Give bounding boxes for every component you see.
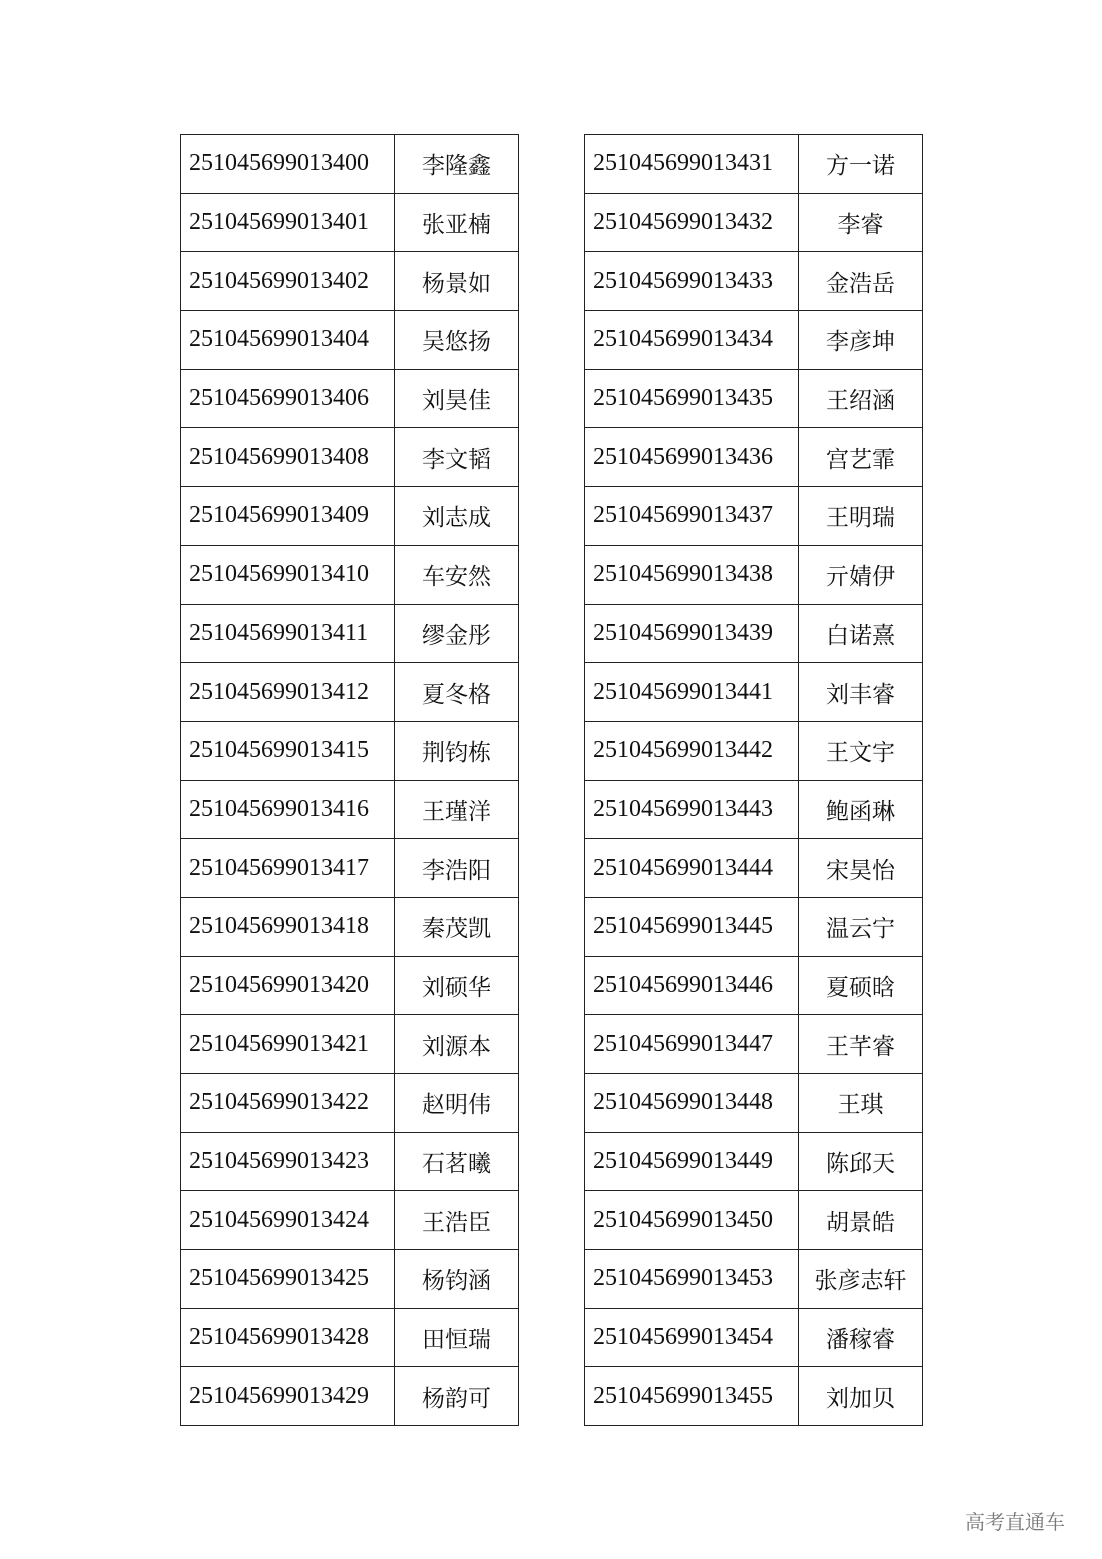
candidate-name: 胡景皓	[799, 1191, 923, 1250]
candidate-id: 251045699013420	[181, 956, 395, 1015]
table-row	[181, 1250, 519, 1309]
candidate-id: 251045699013410	[181, 545, 395, 604]
table-row	[585, 1074, 923, 1133]
table-row	[181, 663, 519, 722]
table-row	[181, 1015, 519, 1074]
table-row	[585, 1308, 923, 1367]
table-row	[181, 428, 519, 487]
candidate-name: 陈邱天	[799, 1132, 923, 1191]
candidate-id: 251045699013429	[181, 1367, 395, 1426]
candidate-id: 251045699013402	[181, 252, 395, 311]
candidate-id: 251045699013443	[585, 780, 799, 839]
candidate-id: 251045699013409	[181, 487, 395, 546]
candidate-name: 田恒瑞	[395, 1308, 519, 1367]
candidate-name: 杨钧涵	[395, 1250, 519, 1309]
candidate-name: 王琪	[799, 1074, 923, 1133]
table-row	[585, 604, 923, 663]
candidate-name: 潘稼睿	[799, 1308, 923, 1367]
candidate-id: 251045699013434	[585, 311, 799, 370]
candidate-id: 251045699013442	[585, 721, 799, 780]
table-row	[181, 252, 519, 311]
candidate-id: 251045699013417	[181, 839, 395, 898]
table-row	[181, 839, 519, 898]
candidate-id: 251045699013428	[181, 1308, 395, 1367]
candidate-name: 刘昊佳	[395, 369, 519, 428]
candidate-name: 白诺熹	[799, 604, 923, 663]
candidate-name: 吴悠扬	[395, 311, 519, 370]
table-row	[585, 780, 923, 839]
table-row	[181, 193, 519, 252]
candidate-id: 251045699013422	[181, 1074, 395, 1133]
table-row	[585, 839, 923, 898]
candidate-id: 251045699013425	[181, 1250, 395, 1309]
candidate-name: 王明瑞	[799, 487, 923, 546]
candidate-name: 刘源本	[395, 1015, 519, 1074]
table-row	[585, 1250, 923, 1309]
candidate-id: 251045699013424	[181, 1191, 395, 1250]
candidate-id: 251045699013441	[585, 663, 799, 722]
candidate-name: 车安然	[395, 545, 519, 604]
candidate-name: 李睿	[799, 193, 923, 252]
table-row	[181, 369, 519, 428]
table-row	[181, 721, 519, 780]
table-row	[181, 1074, 519, 1133]
candidate-name: 杨景如	[395, 252, 519, 311]
candidate-name: 方一诺	[799, 135, 923, 194]
candidate-id: 251045699013415	[181, 721, 395, 780]
candidate-id: 251045699013400	[181, 135, 395, 194]
watermark: 高考直通车	[965, 1510, 1065, 1534]
table-row	[585, 193, 923, 252]
table-row	[585, 956, 923, 1015]
table-row	[585, 1367, 923, 1426]
candidate-name: 夏硕晗	[799, 956, 923, 1015]
candidate-id: 251045699013454	[585, 1308, 799, 1367]
candidate-name: 夏冬格	[395, 663, 519, 722]
candidate-name: 鲍函琳	[799, 780, 923, 839]
candidate-name: 温云宁	[799, 897, 923, 956]
candidate-id: 251045699013423	[181, 1132, 395, 1191]
candidate-name: 王文宇	[799, 721, 923, 780]
table-row	[585, 311, 923, 370]
candidate-id: 251045699013449	[585, 1132, 799, 1191]
candidate-id: 251045699013444	[585, 839, 799, 898]
candidate-id: 251045699013406	[181, 369, 395, 428]
table-row	[585, 135, 923, 194]
candidate-name: 杨韵可	[395, 1367, 519, 1426]
candidate-name: 李隆鑫	[395, 135, 519, 194]
candidate-name: 宋昊怡	[799, 839, 923, 898]
candidate-name: 王瑾洋	[395, 780, 519, 839]
table-row	[181, 956, 519, 1015]
candidate-id: 251045699013412	[181, 663, 395, 722]
table-row	[585, 1015, 923, 1074]
table-row	[585, 369, 923, 428]
candidate-name: 刘丰睿	[799, 663, 923, 722]
candidate-name: 刘志成	[395, 487, 519, 546]
candidate-name: 刘硕华	[395, 956, 519, 1015]
candidate-name: 李彦坤	[799, 311, 923, 370]
candidate-id: 251045699013404	[181, 311, 395, 370]
candidate-name: 缪金彤	[395, 604, 519, 663]
table-row	[181, 135, 519, 194]
table-row	[181, 604, 519, 663]
candidate-name: 李浩阳	[395, 839, 519, 898]
roster-table-left	[180, 134, 519, 1426]
candidate-name: 亓婧伊	[799, 545, 923, 604]
table-row	[585, 1191, 923, 1250]
candidate-name: 宫艺霏	[799, 428, 923, 487]
candidate-name: 王浩臣	[395, 1191, 519, 1250]
candidate-name: 金浩岳	[799, 252, 923, 311]
candidate-name: 李文韬	[395, 428, 519, 487]
candidate-id: 251045699013446	[585, 956, 799, 1015]
candidate-id: 251045699013439	[585, 604, 799, 663]
candidate-id: 251045699013437	[585, 487, 799, 546]
table-row	[181, 311, 519, 370]
table-row	[181, 487, 519, 546]
candidate-id: 251045699013450	[585, 1191, 799, 1250]
candidate-id: 251045699013453	[585, 1250, 799, 1309]
candidate-id: 251045699013431	[585, 135, 799, 194]
candidate-id: 251045699013411	[181, 604, 395, 663]
candidate-name: 秦茂凯	[395, 897, 519, 956]
candidate-name: 刘加贝	[799, 1367, 923, 1426]
candidate-id: 251045699013438	[585, 545, 799, 604]
candidate-name: 王芊睿	[799, 1015, 923, 1074]
table-row	[585, 663, 923, 722]
table-row	[585, 1132, 923, 1191]
candidate-id: 251045699013408	[181, 428, 395, 487]
roster-table-right	[584, 134, 923, 1426]
candidate-id: 251045699013447	[585, 1015, 799, 1074]
table-row	[181, 1367, 519, 1426]
table-row	[585, 721, 923, 780]
candidate-id: 251045699013436	[585, 428, 799, 487]
candidate-id: 251045699013416	[181, 780, 395, 839]
candidate-name: 石茗曦	[395, 1132, 519, 1191]
candidate-id: 251045699013401	[181, 193, 395, 252]
table-row	[181, 1132, 519, 1191]
table-row	[181, 545, 519, 604]
table-row	[181, 897, 519, 956]
candidate-id: 251045699013418	[181, 897, 395, 956]
candidate-id: 251045699013433	[585, 252, 799, 311]
candidate-name: 张彦志轩	[799, 1250, 923, 1309]
table-row	[585, 897, 923, 956]
table-row	[181, 1191, 519, 1250]
table-row	[585, 428, 923, 487]
candidate-id: 251045699013445	[585, 897, 799, 956]
candidate-name: 荆钧栋	[395, 721, 519, 780]
table-row	[181, 780, 519, 839]
candidate-name: 王绍涵	[799, 369, 923, 428]
table-row	[181, 1308, 519, 1367]
candidate-id: 251045699013435	[585, 369, 799, 428]
candidate-id: 251045699013455	[585, 1367, 799, 1426]
table-row	[585, 545, 923, 604]
candidate-name: 张亚楠	[395, 193, 519, 252]
candidate-id: 251045699013448	[585, 1074, 799, 1133]
table-row	[585, 252, 923, 311]
candidate-id: 251045699013432	[585, 193, 799, 252]
candidate-id: 251045699013421	[181, 1015, 395, 1074]
table-row	[585, 487, 923, 546]
candidate-name: 赵明伟	[395, 1074, 519, 1133]
